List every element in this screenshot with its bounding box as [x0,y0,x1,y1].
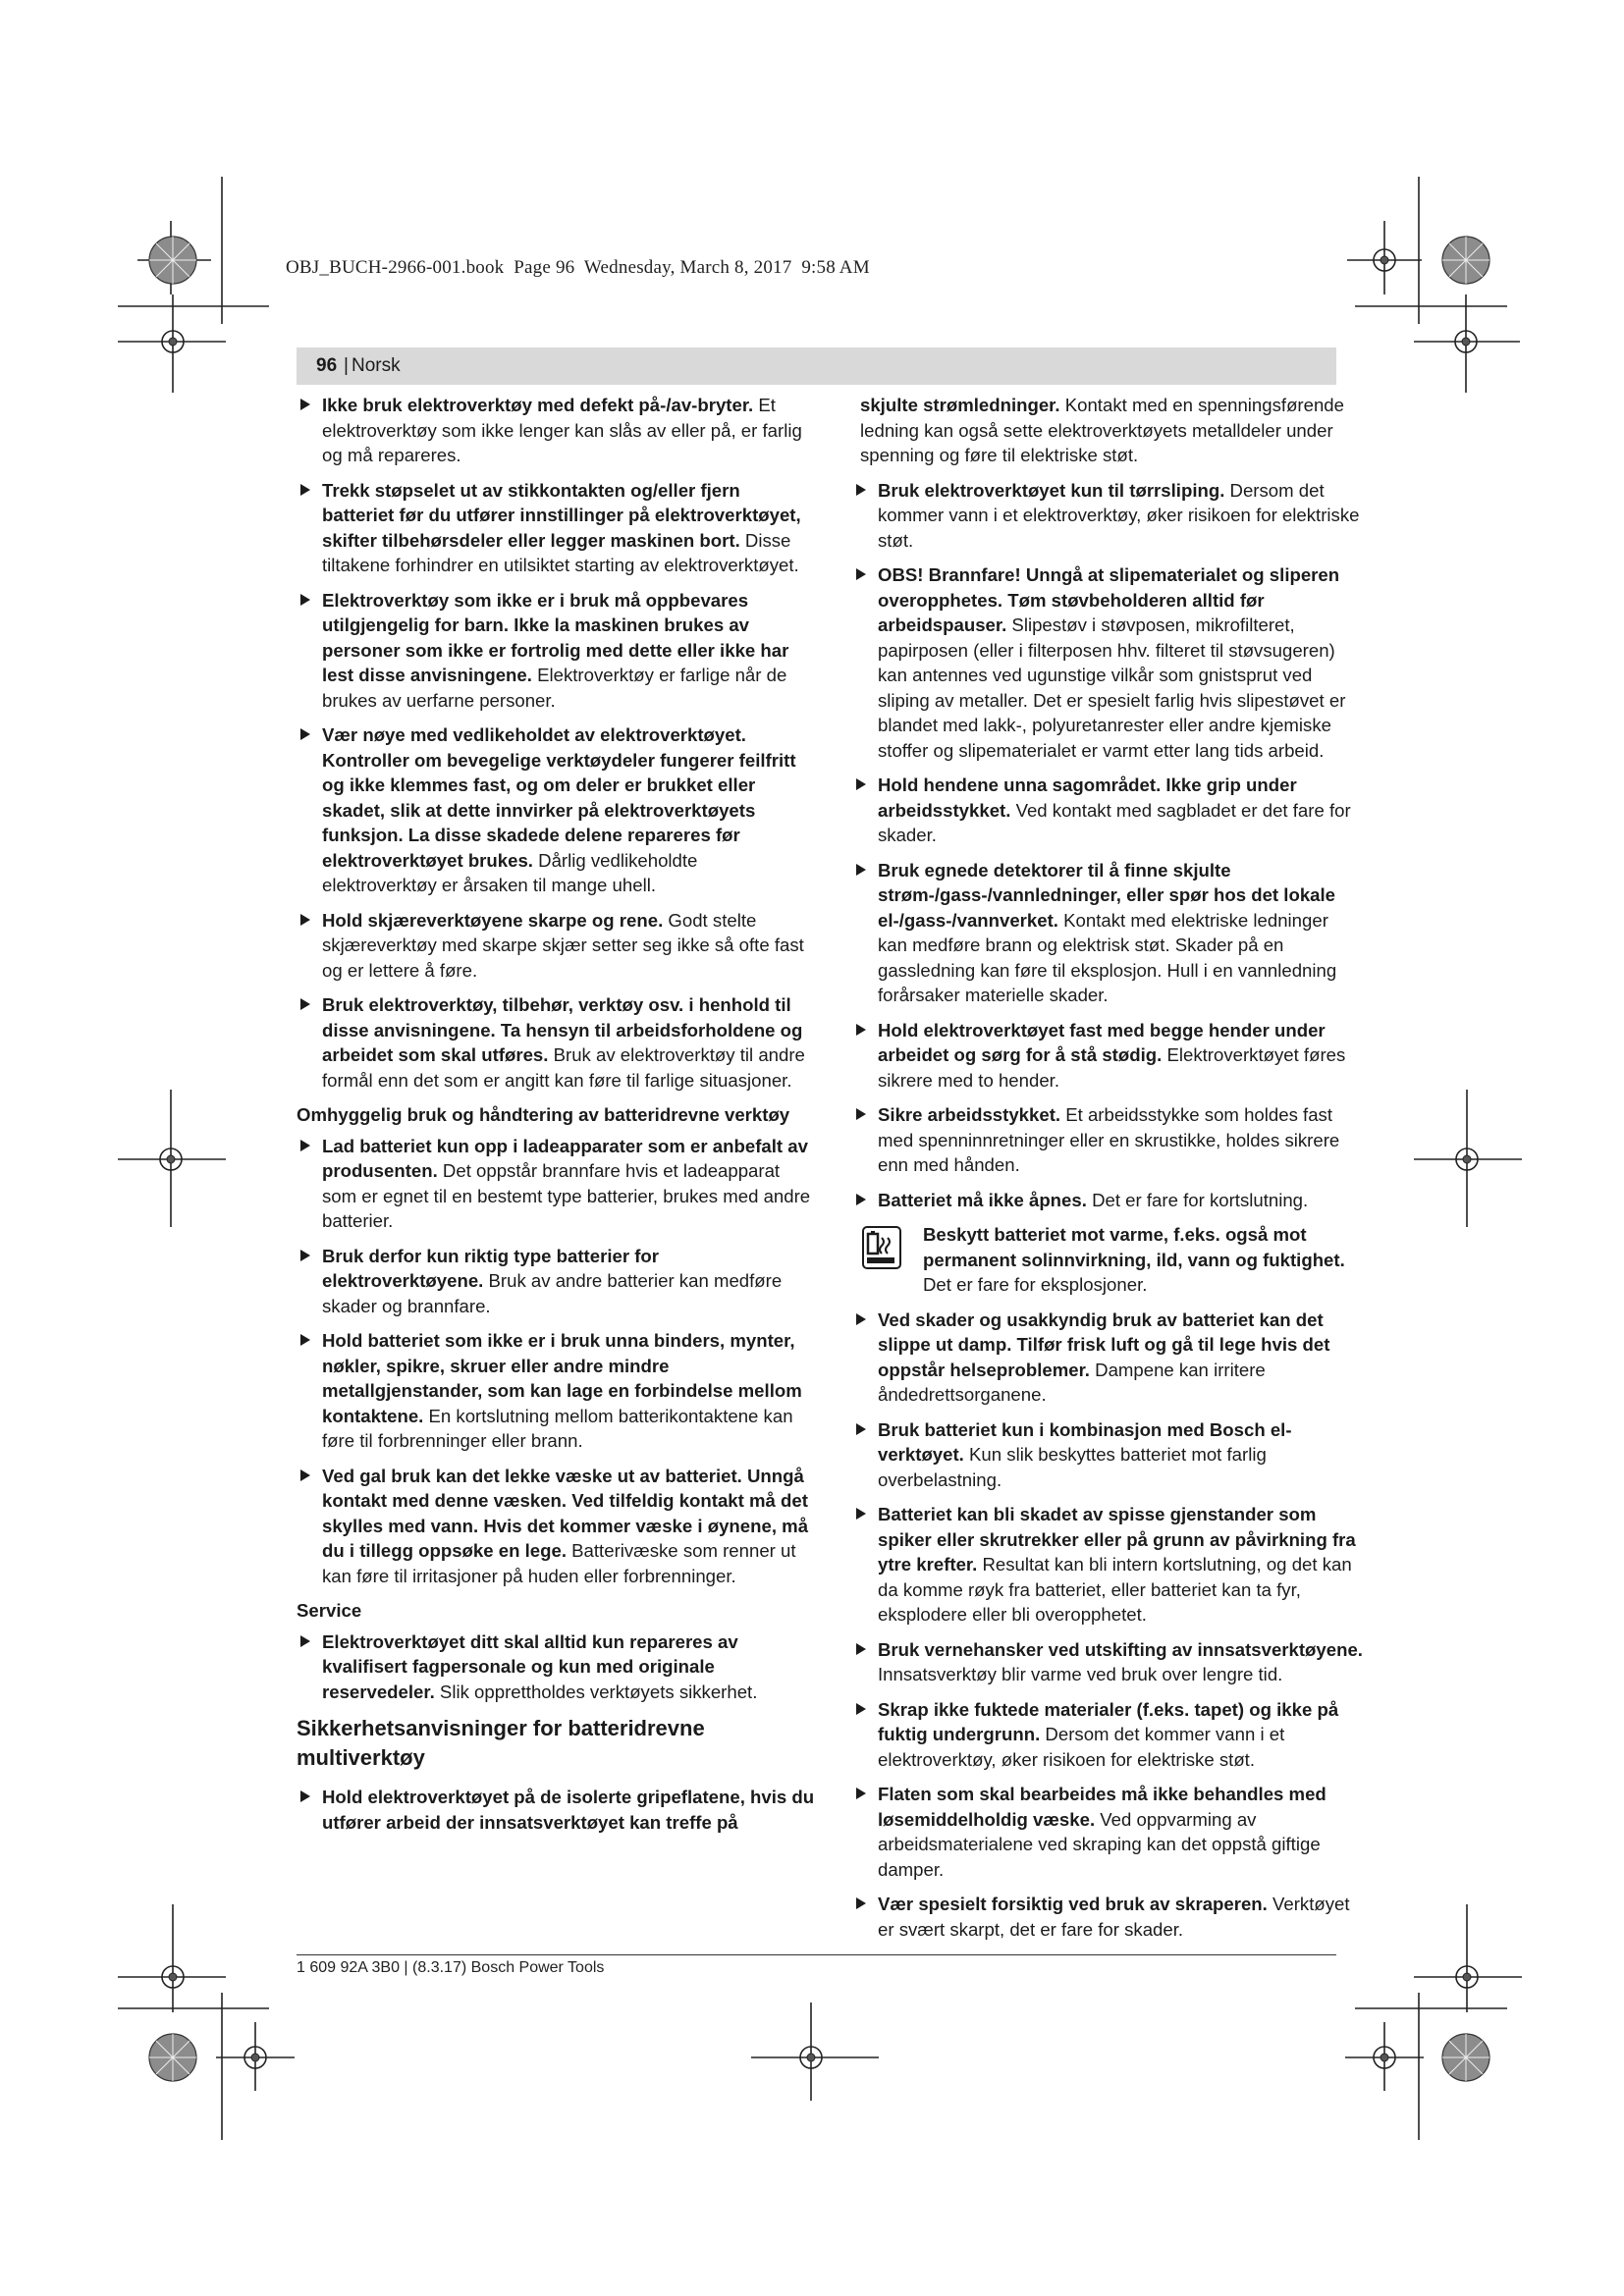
bullet-text: Dersom det kommer vann i et elektroverktøy, øker risikoen for elektriske støt. [878,479,1360,551]
bullet-arrow-icon [856,778,866,790]
bullet-text: Godt stelte skjæreverktøy med skarpe skjær setter seg ikke så ofte fast og er lettere å føre. [322,909,804,981]
page-number: 96 [316,355,338,376]
bullet-bold-text: Bruk egnede detektorer til å finne skjulte strøm-/gass-/vannledninger, eller spør hos det lokale el-/gass-/vannverket. [878,859,1336,931]
bullet-arrow-icon [856,1897,866,1909]
bullet-item [297,1785,817,1835]
bullet-item [852,478,1363,554]
bullet-item [852,1102,1363,1178]
bullet-arrow-icon [300,594,310,606]
bullet-bold-text: Ved skader og usakkyndig bruk av batteriet kan det slippe ut damp. Tilfør frisk luft og gå til lege hvis det oppstår helseproblemer. [878,1308,1330,1380]
bullet-arrow-icon [300,1334,310,1346]
bullet-arrow-icon [856,1024,866,1036]
bullet-arrow-icon [300,1469,310,1481]
bullet-bold-text: Hold batteriet som ikke er i bruk unna binders, mynter, nøkler, spikre, skruer eller andre mindre metallgjenstander, som kan lage en forbindelse mellom kontaktene. [322,1330,802,1426]
bullet-text: Disse tiltakene forhindrer en utilsiktet starting av elektroverktøyet. [322,529,799,575]
bullet-arrow-icon [856,864,866,876]
bullet-item [852,1417,1363,1493]
bullet-bold-text: Elektroverktøy som ikke er i bruk må oppbevares utilgjengelig for barn. Ikke la maskinen brukes av personer som ikke er fortrolig med dette eller ikke har lest disse anvisningene. [322,589,789,685]
footer: 1 609 92A 3B0 | (8.3.17) Bosch Power Tools [297,1959,605,1976]
subsection-heading: Omhyggelig bruk og håndtering av batteridrevne verktøy [297,1104,790,1125]
subsection-heading: Service [297,1600,362,1621]
bullet-bold-text: Skrap ikke fuktede materialer (f.eks. tapet) og ikke på fuktig undergrunn. [878,1698,1339,1744]
bullet-bold-text: Hold hendene unna sagområdet. Ikke grip under arbeidsstykket. [878,774,1297,821]
bullet-arrow-icon [300,1250,310,1261]
bullet-bold-text: Flaten som skal bearbeides må ikke behandles med løsemiddelholdig væske. [878,1784,1326,1830]
bullet-arrow-icon [856,1788,866,1799]
file-header: OBJ_BUCH-2966-001.book Page 96 Wednesday, March 8, 2017 9:58 AM [286,257,870,278]
bullet-bold-text: Bruk vernehansker ved utskifting av innsatsverktøyene. [878,1638,1363,1660]
bullet-item [297,992,817,1093]
bullet-item [852,1697,1363,1773]
battery-heat-warning-icon [862,1226,901,1269]
bullet-arrow-icon [856,1423,866,1435]
bullet-item [297,908,817,984]
bullet-bold-text: Ikke bruk elektroverktøy med defekt på-/av-bryter. [322,395,754,415]
bullet-arrow-icon [856,1643,866,1655]
bullet-text: Det oppstår brannfare hvis et ladeapparat som er egnet til en bestemt type batterier, brukes med andre batterier. [322,1160,811,1231]
bullet-bold-text: Bruk derfor kun riktig type batterier for elektroverktøyene. [322,1245,660,1291]
bullet-item [852,1188,1363,1213]
bullet-item [852,1502,1363,1628]
bullet-item [297,393,817,468]
bullet-text: En kortslutning mellom batterikontaktene kan føre til forbrenninger eller brann. [322,1405,793,1451]
bullet-item [297,588,817,714]
page-language: Norsk [352,355,401,376]
bullet-item [852,562,1363,763]
bullet-continuation [852,393,1363,468]
bullet-bold-text: Trekk støpselet ut av stikkontakten og/eller fjern batteriet før du utfører innstillinger på elektroverktøyet, skifter tilbehørsdeler eller legger maskinen bort. [322,479,801,551]
bullet-item [852,1637,1363,1687]
bullet-bold-text: Vær spesielt forsiktig ved bruk av skraperen. [878,1894,1268,1914]
bullet-arrow-icon [856,1194,866,1205]
bullet-item [852,1782,1363,1882]
bullet-text: Kontakt med en spenningsførende ledning kan også sette elektroverktøyets metalldeler under spenning og føre til elektriske støt. [860,395,1344,465]
bullet-arrow-icon [856,1703,866,1715]
bullet-arrow-icon [300,998,310,1010]
bullet-text: Resultat kan bli intern kortslutning, og det kan da komme røyk fra batteriet, eller batteriet kan ta fyr, eksplodere eller bli overopphetet. [878,1554,1352,1625]
bullet-arrow-icon [856,568,866,580]
bullet-item [297,1134,817,1234]
bullet-bold-text: Beskytt batteriet mot varme, f.eks. også mot permanent solinnvirkning, ild, vann og fuktighet. [923,1224,1345,1270]
bullet-bold-text: Batteriet kan bli skadet av spisse gjenstander som spiker eller skrutrekker eller på grunn av påvirkning fra ytre krefter. [878,1504,1356,1575]
bullet-text: Innsatsverktøy blir varme ved bruk over lengre tid. [878,1664,1283,1684]
section-title: Sikkerhetsanvisninger for batteridrevne multiverktøy [297,1716,705,1770]
bullet-bold-text: OBS! Brannfare! Unngå at slipematerialet og sliperen overopphetes. Tøm støvbeholderen alltid før arbeidspauser. [878,564,1340,635]
bullet-arrow-icon [856,1313,866,1325]
bullet-item [297,478,817,578]
bullet-arrow-icon [856,1508,866,1520]
bullet-text: Et arbeidsstykke som holdes fast med spenninnretninger eller en skrustikke, holdes sikrere enn med hånden. [878,1104,1340,1175]
bullet-arrow-icon [300,399,310,410]
footer-divider [297,1954,1336,1955]
bullet-item [297,1244,817,1319]
bullet-item [297,1464,817,1589]
bullet-bold-text: Elektroverktøyet ditt skal alltid kun repareres av kvalifisert fagpersonale og kun med originale reservedeler. [322,1630,738,1702]
bullet-arrow-icon [300,1790,310,1802]
bullet-bold-text: Batteriet må ikke åpnes. [878,1189,1087,1210]
page-header-separator: | [344,355,349,376]
right-column [852,393,1363,1951]
bullet-bold-text: Bruk batteriet kun i kombinasjon med Bosch el-verktøyet. [878,1418,1292,1465]
left-column [297,393,817,1844]
bullet-arrow-icon [300,914,310,926]
bullet-text: Bruk av andre batterier kan medføre skader og brannfare. [322,1270,783,1316]
bullet-text: Det er fare for kortslutning. [1086,1189,1309,1210]
bullet-text: Slik opprettholdes verktøyets sikkerhet. [434,1681,758,1702]
bullet-text: Det er fare for eksplosjoner. [923,1274,1148,1295]
bullet-text: Verktøyet er svært skarpt, det er fare for skader. [878,1894,1350,1940]
bullet-item [852,858,1363,1008]
bullet-text: Dårlig vedlikeholdte elektroverktøy er årsaken til mange uhell. [322,849,698,895]
bullet-text: Bruk av elektroverktøy til andre formål enn det som er angitt kan føre til farlige situasjoner. [322,1044,805,1091]
bullet-arrow-icon [856,1108,866,1120]
bullet-item [852,1892,1363,1942]
bullet-bold-text: Sikre arbeidsstykket. [878,1104,1061,1125]
bullet-text: Dersom det kommer vann i et elektroverktøy, øker risikoen for elektriske støt. [878,1724,1285,1770]
bullet-bold-text: Ved gal bruk kan det lekke væske ut av batteriet. Unngå kontakt med denne væsken. Ved tilfeldig kontakt må det skylles med vann. Hvis det kommer væske i øynene, må du i tillegg oppsøke en lege. [322,1465,809,1561]
bullet-bold-text: Hold elektroverktøyet på de isolerte gripeflatene, hvis du utfører arbeid der innsatsverktøyet kan treffe på [322,1787,815,1833]
bullet-text: Batterivæske som renner ut kan føre til irritasjoner på huden eller forbrenninger. [322,1540,796,1586]
bullet-bold-text: Lad batteriet kun opp i ladeapparater som er anbefalt av produsenten. [322,1135,808,1181]
bullet-arrow-icon [300,728,310,740]
bullet-bold-text: Bruk elektroverktøyet kun til tørrsliping. [878,479,1225,501]
bullet-text: Et elektroverktøy som ikke lenger kan slås av eller på, er farlig og må repareres. [322,395,802,465]
bullet-bold-text: Vær nøye med vedlikeholdet av elektroverktøyet. Kontroller om bevegelige verktøydeler fungerer feilfritt og ikke klemmes fast, og om deler er brukket eller skadet, slik at dette innvirker på elektroverktøyets funksjon. La disse skadede delene repareres før elektroverktøyet brukes. [322,724,796,871]
bullet-item [852,773,1363,848]
page-header [297,347,1336,385]
bullet-item [297,722,817,898]
bullet-item [852,1018,1363,1094]
bullet-arrow-icon [300,1635,310,1647]
bullet-item [297,1328,817,1454]
bullet-arrow-icon [300,484,310,496]
bullet-bold-text: Hold skjæreverktøyene skarpe og rene. [322,909,664,931]
bullet-arrow-icon [300,1140,310,1151]
bullet-text: Ved oppvarming av arbeidsmaterialene ved skraping kan det oppstå giftige damper. [878,1808,1321,1880]
bullet-text: Ved kontakt med sagbladet er det fare for skader. [878,799,1351,845]
icon-warning-item [852,1222,1363,1298]
bullet-arrow-icon [856,484,866,496]
bullet-text: Slipestøv i støvposen, mikrofilteret, papirposen (eller i filterposen hhv. filteret til støvsugeren) kan antennes ved ugunstige vilkår som gnistsprut ved sliping av metaller. Det er spesielt farlig hvis slipestøvet er blandet med lakk-, polyuretanrester eller andre kjemiske stoffer og slipematerialet er varmt etter lang tids arbeid. [878,614,1346,761]
bullet-item [297,1629,817,1705]
bullet-text: Kun slik beskyttes batteriet mot farlig overbelastning. [878,1444,1267,1490]
bullet-text: Elektroverktøy er farlige når de brukes av uerfarne personer. [322,665,787,711]
bullet-bold-text: Hold elektroverktøyet fast med begge hender under arbeidet og sørg for å stå stødig. [878,1019,1326,1065]
bullet-bold-text: Bruk elektroverktøy, tilbehør, verktøy osv. i henhold til disse anvisningene. Ta hensyn til arbeidsforholdene og arbeidet som skal utføres. [322,994,803,1065]
bullet-bold-text: skjulte strømledninger. [860,395,1060,415]
bullet-text: Elektroverktøyet føres sikrere med to hender. [878,1044,1346,1091]
bullet-text: Dampene kan irritere åndedrettsorganene. [878,1359,1266,1405]
bullet-text: Kontakt med elektriske ledninger kan medføre brann og elektrisk støt. Skader på en gassledning kan føre til eksplosjon. Hull i en vannledning forårsaker materielle skader. [878,909,1337,1005]
bullet-item [852,1308,1363,1408]
